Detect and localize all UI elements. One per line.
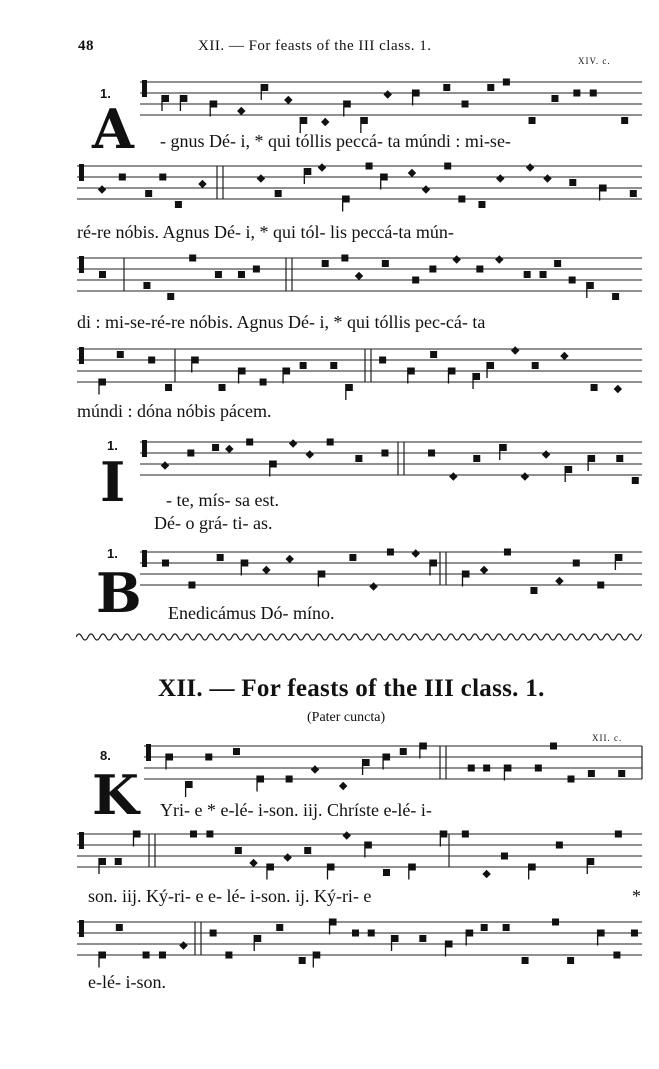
section-subtitle: (Pater cuncta)	[307, 710, 386, 725]
section-title: XII. — For feasts of the III class. 1.	[158, 675, 545, 702]
agnus-staff-3	[77, 252, 642, 302]
ite-mode: 1.	[107, 438, 118, 453]
kyrie-lyric-2: son. iij. Ký-ri- e e- lé- i-son. ij. Ký-ri- e	[88, 886, 372, 906]
kyrie-mode: 8.	[100, 748, 111, 763]
agnus-staff-2	[77, 160, 642, 210]
kyrie-source: XII. c.	[592, 733, 623, 743]
benedicamus-initial: B	[96, 561, 142, 625]
agnus-source: XIV. c.	[578, 56, 611, 66]
ite-lyric-2: Dé- o grá- ti- as.	[154, 513, 273, 533]
agnus-lyric-3: di : mi-se-ré-re nóbis. Agnus Dé- i, * qui tóllis pec-cá- ta	[77, 312, 486, 332]
kyrie-staff-1	[144, 740, 642, 790]
kyrie-lyric-1: Yri- e * e-lé- i-son. iij. Chríste e-lé- i-	[160, 800, 432, 820]
page-number: 48	[78, 38, 94, 54]
running-title: XII. — For feasts of the III class. 1.	[198, 38, 432, 54]
benedicamus-staff	[140, 546, 642, 596]
ite-initial: I	[100, 450, 126, 514]
agnus-lyric-2: ré-re nóbis. Agnus Dé- i, * qui tól- lis peccá-ta mún-	[77, 222, 454, 242]
agnus-mode: 1.	[100, 86, 111, 101]
kyrie-end-star: *	[632, 886, 641, 906]
agnus-lyric-1: - gnus Dé- i, * qui tóllis peccá- ta múndi : mi-se-	[160, 131, 511, 151]
ite-staff	[140, 436, 642, 486]
kyrie-lyric-3: e-lé- i-son.	[88, 972, 166, 992]
agnus-initial: A	[92, 97, 134, 161]
kyrie-staff-2	[77, 828, 642, 878]
agnus-staff-4	[77, 343, 642, 393]
agnus-staff-1	[140, 76, 642, 126]
benedicamus-lyric: Enedicámus Dó- míno.	[168, 603, 335, 623]
benedicamus-mode: 1.	[107, 546, 118, 561]
ite-lyric-1: - te, mís- sa est.	[166, 490, 279, 510]
kyrie-initial: K	[92, 763, 139, 827]
kyrie-staff-3	[77, 916, 642, 966]
agnus-lyric-4: múndi : dóna nóbis pácem.	[77, 401, 272, 421]
ornamental-divider	[76, 630, 642, 644]
